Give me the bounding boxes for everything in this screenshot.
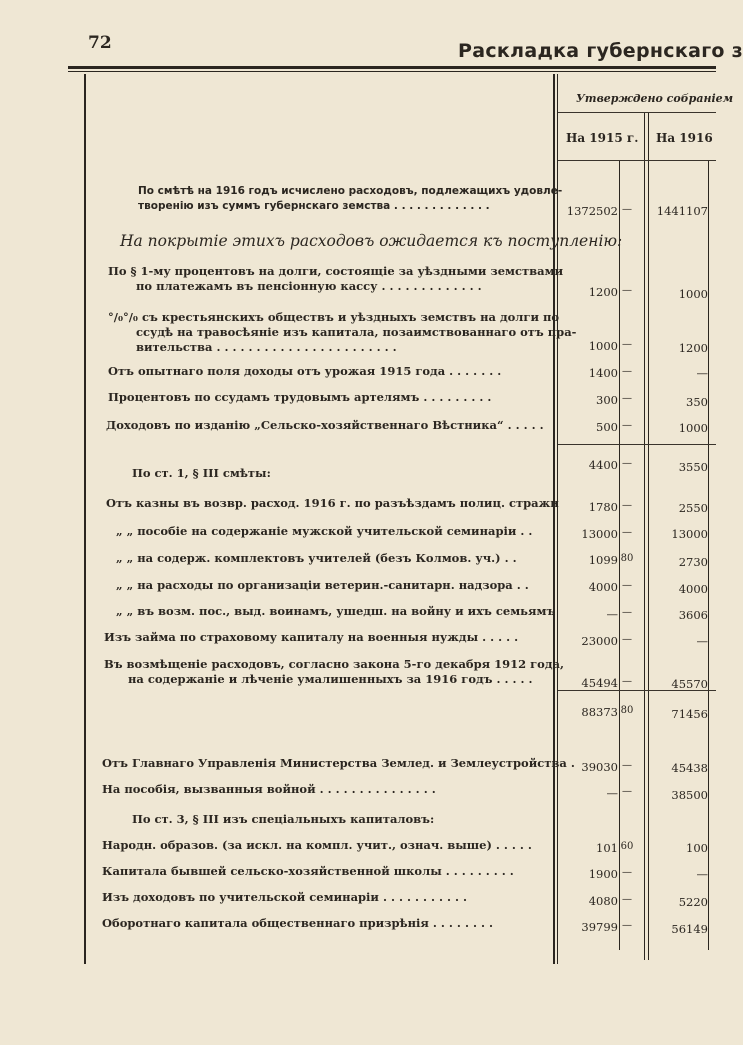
row-label: Изъ доходовъ по учительской семинарiи . . . . . . . . . . . (102, 890, 468, 904)
subtotal-1916: 3550 (678, 460, 708, 474)
row-label: По ст. 1, § III смѣты: (132, 466, 271, 480)
row-label: Процентовъ по ссудамъ трудовымъ артелямъ . . . . . . . . . (108, 390, 492, 404)
value-1916: 1441107 (656, 204, 708, 218)
subtotal-1915: 4400 (588, 458, 618, 472)
row-label: „ „ на расходы по организацiи ветерин.-санитарн. надзора . . (116, 578, 529, 592)
row-label: Оборотнаго капитала общественнаго призрѣнiя . . . . . . . . (102, 916, 493, 930)
value-1915: 101 (596, 841, 618, 855)
left-border (84, 74, 86, 964)
kop-1915: — (622, 786, 632, 797)
value-1915: 1900 (588, 867, 618, 881)
value-1916: 45438 (671, 761, 708, 775)
value-1915: 500 (596, 420, 618, 434)
kop-1915: — (622, 527, 632, 538)
kop-1915: — (622, 366, 632, 377)
page-number: 72 (88, 33, 112, 53)
divider-1915-1916 (644, 112, 645, 960)
header-rule-approved (558, 112, 716, 113)
value-1916: 2550 (678, 501, 708, 515)
value-1916: 2730 (678, 555, 708, 569)
row-label: „ „ на содерж. комплектовъ учителей (безъ Колмов. уч.) . . (116, 551, 517, 565)
kop-1915: — (622, 393, 632, 404)
kop-1915: — (622, 285, 632, 296)
kop-1915: — (622, 339, 632, 350)
value-1916: 13000 (671, 527, 708, 541)
row-label: Отъ казны въ возвр. расход. 1916 г. по разъѣздамъ полиц. стражи (106, 496, 559, 510)
value-1915: 1780 (588, 500, 618, 514)
row-label: Въ возмѣщенiе расходовъ, согласно закона 5-го декабря 1912 года, на содержанiе и лѣченiе умалишенныхъ за 1916 годъ . . . . . (104, 657, 564, 686)
value-1916: 1200 (678, 341, 708, 355)
value-1916: 100 (686, 841, 708, 855)
page-header: Раскладка губернскаго з (458, 40, 743, 62)
divider-kop-1916 (708, 160, 709, 950)
kop-1915: — (622, 894, 632, 905)
value-1915: 23000 (581, 634, 618, 648)
column-header-approved: Утверждено собранiем (576, 92, 734, 105)
row-label: °/₀°/₀ съ крестьянскихъ обществъ и уѣздныхъ земствъ на долги по ссудѣ на травосѣянiе изъ капитала, позаимствованнаго отъ пра- вительства . . . . . . . . . . . . . . . . . . . . . . . (108, 310, 577, 354)
value-1916: — (696, 867, 708, 881)
value-1916: 56149 (671, 922, 708, 936)
kop-1915: — (622, 867, 632, 878)
value-1915: 1000 (588, 339, 618, 353)
column-header-1916: На 1916 (656, 131, 713, 145)
value-1916: 350 (686, 395, 708, 409)
row-label: Доходовъ по изданiю „Сельско-хозяйственнаго Вѣстника“ . . . . . (106, 418, 544, 432)
row-label: По смѣтѣ на 1916 годъ исчислено расходовъ, подлежащихъ удовле- творенiю изъ суммъ губернскаго земства . . . . . . . . . . . . . (138, 185, 563, 212)
kop-1915: — (622, 676, 632, 687)
kop-1915: — (622, 500, 632, 511)
row-label: По § 1-му процентовъ на долги, состоящiе за уѣздными земствами по платежамъ въ пенсiонную кассу . . . . . . . . . . . . . (108, 264, 564, 293)
value-1916: 5220 (678, 895, 708, 909)
value-1915: 4080 (588, 894, 618, 908)
value-1916: 1000 (678, 287, 708, 301)
value-1915: 300 (596, 393, 618, 407)
header-rule (68, 66, 716, 69)
row-label: По ст. 3, § III изъ спецiальныхъ капиталовъ: (132, 812, 435, 826)
value-1916: 45570 (671, 677, 708, 691)
subtotal-rule-1 (558, 444, 716, 445)
subtotal-1916: 71456 (671, 707, 708, 721)
kop-1915: — (622, 420, 632, 431)
value-1915: — (606, 607, 618, 621)
kop-1915: — (622, 607, 632, 618)
kop-1915: — (622, 458, 632, 469)
column-header-1915: На 1915 г. (566, 131, 639, 145)
kop-1915: — (622, 634, 632, 645)
kop-1915: 60 (620, 841, 634, 852)
value-1916: 4000 (678, 582, 708, 596)
row-label: „ „ въ возм. пос., выд. воинамъ, ушедш. на войну и ихъ семьямъ (116, 604, 556, 618)
row-label: Изъ займа по страховому капиталу на военныя нужды . . . . . (104, 630, 519, 644)
value-1915: 13000 (581, 527, 618, 541)
value-1915: 4000 (588, 580, 618, 594)
kop-1915: — (622, 580, 632, 591)
value-1916: 38500 (671, 788, 708, 802)
value-1915: 1099 (588, 553, 618, 567)
section-heading: На покрытiе этихъ расходовъ ожидается къ поступленiю: (120, 232, 623, 250)
header-rule-years (558, 160, 716, 161)
row-label: Народн. образов. (за искл. на компл. учит., означ. выше) . . . . . (102, 838, 532, 852)
value-1916: 3606 (678, 608, 708, 622)
row-label: Отъ опытнаго поля доходы отъ урожая 1915 года . . . . . . . (108, 364, 502, 378)
value-1916: — (696, 634, 708, 648)
value-1916: 1000 (678, 421, 708, 435)
kop-1915: 80 (620, 705, 634, 716)
kop-1915: — (622, 204, 632, 215)
value-1915: 1200 (588, 285, 618, 299)
kop-1915: — (622, 920, 632, 931)
subtotal-1915: 88373 (581, 705, 618, 719)
value-1916: — (696, 366, 708, 380)
value-1915: — (606, 786, 618, 800)
row-label: „ „ пособiе на содержанiе мужской учительской семинарiи . . (116, 524, 533, 538)
kop-1915: 80 (620, 553, 634, 564)
value-1915: 39799 (581, 920, 618, 934)
value-1915: 1400 (588, 366, 618, 380)
kop-1915: — (622, 760, 632, 771)
value-1915: 45494 (581, 676, 618, 690)
row-label: На пособiя, вызванныя войной . . . . . . . . . . . . . . . (102, 782, 436, 796)
row-label: Отъ Главнаго Управленiя Министерства Землед. и Землеустройства . (102, 756, 575, 770)
value-1915: 39030 (581, 760, 618, 774)
row-label: Капитала бывшей сельско-хозяйственной школы . . . . . . . . . (102, 864, 514, 878)
value-1915: 1372502 (566, 204, 618, 218)
header-rule-thin (68, 71, 716, 72)
